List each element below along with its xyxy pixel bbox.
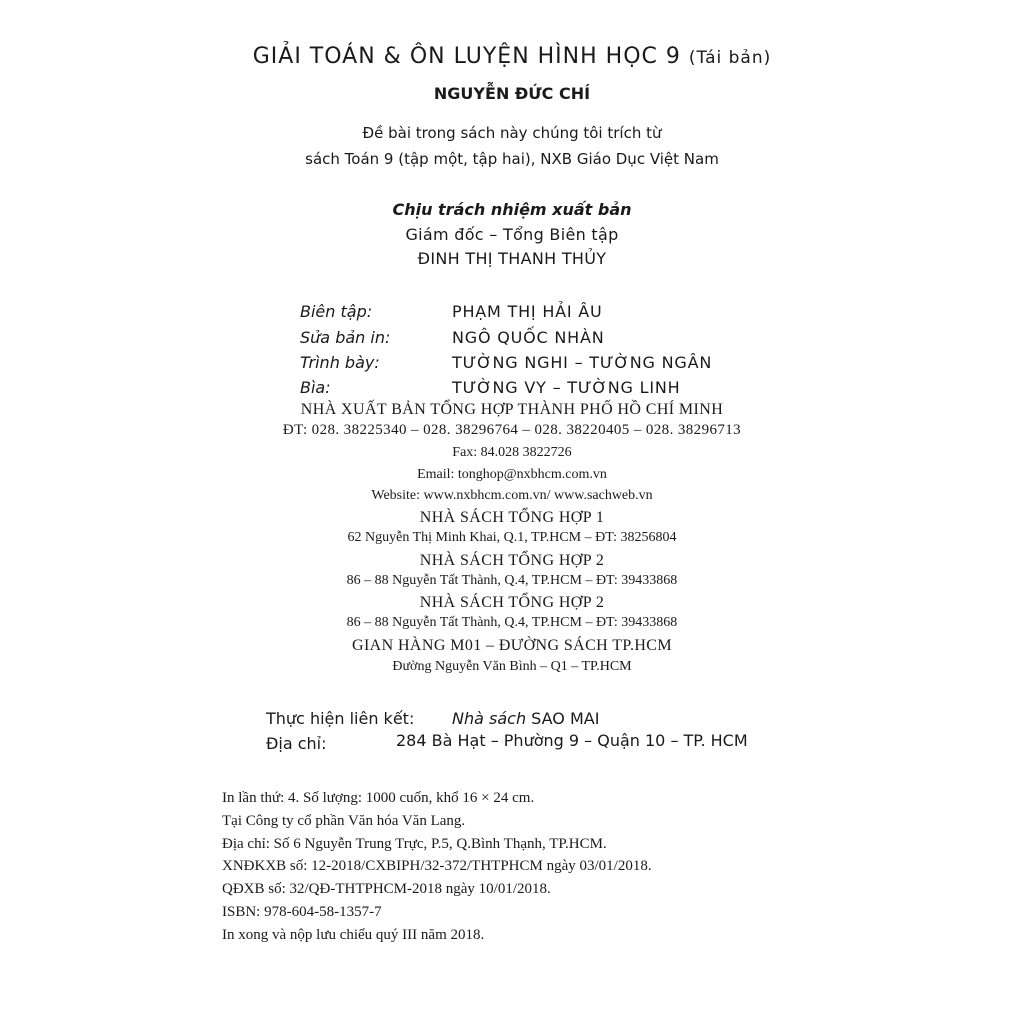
imprint-deposit: In xong và nộp lưu chiểu quý III năm 2018. xyxy=(222,927,485,943)
partner-link-value-name: SAO MAI xyxy=(531,709,600,728)
partner-link-label: Thực hiện liên kết: xyxy=(266,709,415,728)
author-name: NGUYỄN ĐỨC CHÍ xyxy=(433,84,591,103)
responsibility-label: Chịu trách nhiệm xuất bản xyxy=(392,200,632,219)
credit-value-proofreader: NGÔ QUỐC NHÀN xyxy=(452,328,605,347)
book-title xyxy=(0,44,1024,69)
partner-address-value: 284 Bà Hạt – Phường 9 – Quận 10 – TP. HCM xyxy=(396,731,748,750)
publisher-fax: Fax: 84.028 3822726 xyxy=(452,445,572,460)
responsibility-name: ĐINH THỊ THANH THỦY xyxy=(417,249,607,268)
credit-label-cover: Bìa: xyxy=(300,378,331,397)
store-address-2: 86 – 88 Nguyễn Tất Thành, Q.4, TP.HCM – ĐT: 39433868 xyxy=(346,573,678,588)
store-name-1: NHÀ SÁCH TỔNG HỢP 1 xyxy=(419,509,605,526)
credit-label-editor: Biên tập: xyxy=(300,302,373,321)
imprint-decision: QĐXB số: 32/QĐ-THTPHCM-2018 ngày 10/01/2018. xyxy=(222,881,551,897)
imprint-printer: Tại Công ty cổ phần Văn hóa Văn Lang. xyxy=(222,813,466,829)
imprint-printer-address: Địa chỉ: Số 6 Nguyễn Trung Trực, P.5, Q.Bình Thạnh, TP.HCM. xyxy=(222,836,607,852)
book-title-edition: (Tái bản) xyxy=(688,48,772,68)
book-title-main: GIẢI TOÁN & ÔN LUYỆN HÌNH HỌC 9 xyxy=(252,44,681,69)
store-name-3: NHÀ SÁCH TỔNG HỢP 2 xyxy=(419,594,605,611)
store-name-2: NHÀ SÁCH TỔNG HỢP 2 xyxy=(419,552,605,569)
credit-value-cover: TƯỜNG VY – TƯỜNG LINH xyxy=(452,378,681,397)
partner-link-value-italic: Nhà sách xyxy=(452,709,527,728)
credit-value-editor: PHẠM THỊ HẢI ÂU xyxy=(452,302,603,321)
publisher-phones: ĐT: 028. 38225340 – 028. 38296764 – 028. 38220405 – 028. 38296713 xyxy=(282,422,742,438)
publisher-name: NHÀ XUẤT BẢN TỔNG HỢP THÀNH PHỐ HỒ CHÍ MINH xyxy=(300,401,724,418)
partner-address-label: Địa chỉ: xyxy=(266,734,327,753)
imprint-print-run: In lần thứ: 4. Số lượng: 1000 cuốn, khổ 16 × 24 cm. xyxy=(222,790,535,806)
credit-label-layout: Trình bày: xyxy=(300,353,380,372)
imprint-registration: XNĐKXB số: 12-2018/CXBIPH/32-372/THTPHCM ngày 03/01/2018. xyxy=(222,858,652,874)
store-name-4: GIAN HÀNG M01 – ĐƯỜNG SÁCH TP.HCM xyxy=(351,637,672,654)
store-address-3: 86 – 88 Nguyễn Tất Thành, Q.4, TP.HCM – ĐT: 39433868 xyxy=(346,615,678,630)
partner-link-value xyxy=(452,709,599,728)
source-note-line-1: Đề bài trong sách này chúng tôi trích từ xyxy=(362,124,662,142)
credit-label-proofreader: Sửa bản in: xyxy=(300,328,391,347)
responsibility-position: Giám đốc – Tổng Biên tập xyxy=(405,225,619,244)
credit-value-layout: TƯỜNG NGHI – TƯỜNG NGÂN xyxy=(452,353,713,372)
store-address-4: Đường Nguyễn Văn Bình – Q1 – TP.HCM xyxy=(392,659,632,674)
source-note-line-2: sách Toán 9 (tập một, tập hai), NXB Giáo Dục Việt Nam xyxy=(305,150,719,168)
publisher-website: Website: www.nxbhcm.com.vn/ www.sachweb.vn xyxy=(371,488,653,503)
publisher-email: Email: tonghop@nxbhcm.com.vn xyxy=(417,467,607,482)
store-address-1: 62 Nguyễn Thị Minh Khai, Q.1, TP.HCM – ĐT: 38256804 xyxy=(347,530,677,545)
imprint-isbn: ISBN: 978-604-58-1357-7 xyxy=(222,904,382,920)
